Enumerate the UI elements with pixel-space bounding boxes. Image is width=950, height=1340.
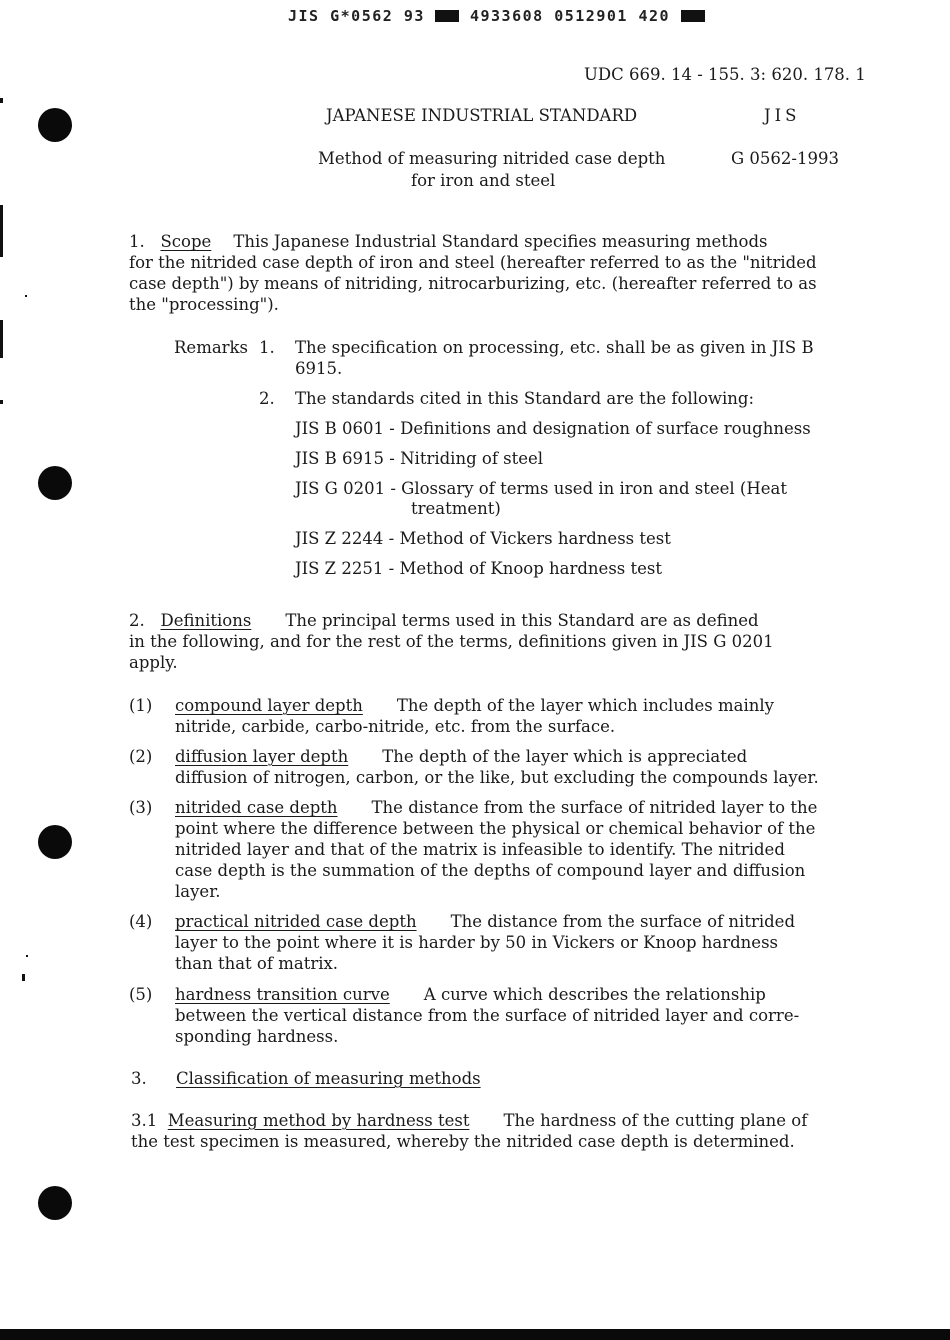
definition-number: (5) (129, 985, 153, 1004)
document-title-line-1: Method of measuring nitrided case depth (318, 149, 666, 168)
scope-section (129, 231, 849, 315)
definition-number: (4) (129, 912, 153, 931)
cited-standard: JIS B 0601 - Definitions and designation of surface roughness (295, 419, 811, 438)
udc-code: UDC 669. 14 - 155. 3: 620. 178. 1 (584, 65, 866, 84)
definitions-heading: Definitions (160, 611, 252, 630)
remark-text: The standards cited in this Standard are the following: (295, 389, 755, 408)
scan-speck (22, 974, 25, 981)
print-code-part2: 4933608 0512901 420 (469, 7, 671, 25)
definition-line: than that of matrix. (175, 954, 339, 973)
definition-text: The depth of the layer which includes mainly (396, 696, 774, 715)
scope-number: 1. (129, 232, 145, 251)
print-block-mark (435, 10, 459, 22)
scope-heading: Scope (160, 232, 212, 251)
cited-standard: JIS Z 2244 - Method of Vickers hardness test (295, 529, 671, 548)
standard-number: G 0562-1993 (731, 149, 839, 168)
scope-first-line (129, 231, 849, 252)
standard-name: JAPANESE INDUSTRIAL STANDARD (326, 106, 638, 125)
definition-term: compound layer depth (175, 696, 363, 715)
subsection-line: the test specimen is measured, whereby the nitrided case depth is determined. (131, 1132, 795, 1151)
subsection-heading: Measuring method by hardness test (167, 1111, 470, 1130)
remark-text: The specification on processing, etc. shall be as given in JIS B (295, 338, 814, 357)
definition-line: layer to the point where it is harder by 50 in Vickers or Knoop hardness (175, 933, 779, 952)
scan-edge-mark (0, 400, 3, 404)
scan-edge-mark (0, 320, 3, 358)
scan-speck (26, 955, 28, 957)
definition-line: diffusion of nitrogen, carbon, or the like, but excluding the compounds layer. (175, 768, 819, 787)
scope-line: case depth") by means of nitriding, nitrocarburizing, etc. (hereafter referred to as (129, 274, 817, 293)
definition-line: point where the difference between the physical or chemical behavior of the (175, 819, 816, 838)
punch-hole (38, 1186, 72, 1220)
definition-term: hardness transition curve (175, 985, 390, 1004)
remark-number: 2. (259, 389, 275, 408)
definition-line: sponding hardness. (175, 1027, 339, 1046)
definitions-line: in the following, and for the rest of the terms, definitions given in JIS G 0201 (129, 632, 774, 651)
scan-edge-mark (0, 205, 3, 257)
scope-line: the "processing"). (129, 295, 279, 314)
remark-number: 1. (259, 338, 275, 357)
definition-line: nitride, carbide, carbo-nitride, etc. from the surface. (175, 717, 616, 736)
cited-standard: JIS G 0201 - Glossary of terms used in iron and steel (Heat (295, 479, 787, 498)
scope-text: This Japanese Industrial Standard specifies measuring methods (233, 232, 768, 251)
cited-standard: JIS Z 2251 - Method of Knoop hardness test (295, 559, 662, 578)
definition-number: (2) (129, 747, 153, 766)
definition-line: layer. (175, 882, 221, 901)
scan-speck (25, 295, 27, 297)
definition-term: practical nitrided case depth (175, 912, 417, 931)
print-block-mark (681, 10, 705, 22)
definition-item (175, 984, 895, 1047)
subsection-3-1 (131, 1110, 851, 1152)
print-code-part1: JIS G*0562 93 (288, 7, 425, 25)
subsection-text: The hardness of the cutting plane of (503, 1111, 808, 1130)
subsection-number: 3.1 (131, 1111, 158, 1130)
definitions-text: The principal terms used in this Standard are as defined (285, 611, 759, 630)
punch-hole (38, 108, 72, 142)
jis-mark: JIS (764, 106, 801, 125)
definition-item (175, 695, 895, 737)
definition-text: The distance from the surface of nitrided (450, 912, 796, 931)
remarks-label: Remarks (174, 338, 249, 357)
definition-number: (3) (129, 798, 153, 817)
definition-item (175, 911, 895, 974)
classification-heading: Classification of measuring methods (176, 1069, 481, 1088)
definitions-first-line (129, 610, 849, 631)
definition-number: (1) (129, 696, 153, 715)
cited-standard: JIS B 6915 - Nitriding of steel (295, 449, 544, 468)
definition-text: A curve which describes the relationship (423, 985, 766, 1004)
scan-edge-mark (0, 98, 3, 103)
punch-hole (38, 466, 72, 500)
definition-item (175, 797, 895, 902)
definition-term: diffusion layer depth (175, 747, 349, 766)
definitions-line: apply. (129, 653, 178, 672)
definition-item (175, 746, 895, 788)
definitions-section (129, 610, 849, 673)
definition-text: The distance from the surface of nitrided layer to the (371, 798, 818, 817)
cited-standard-continuation: treatment) (411, 499, 501, 518)
classification-number: 3. (131, 1069, 147, 1088)
definition-line: between the vertical distance from the surface of nitrided layer and corre- (175, 1006, 800, 1025)
document-title-line-2: for iron and steel (411, 171, 556, 190)
scan-bottom-border (0, 1329, 950, 1340)
punch-hole (38, 825, 72, 859)
document-print-code (288, 7, 705, 25)
definition-line: case depth is the summation of the depths of compound layer and diffusion (175, 861, 806, 880)
definition-text: The depth of the layer which is appreciated (382, 747, 748, 766)
definition-line: nitrided layer and that of the matrix is infeasible to identify. The nitrided (175, 840, 785, 859)
definitions-number: 2. (129, 611, 145, 630)
remark-text: 6915. (295, 359, 343, 378)
scope-line: for the nitrided case depth of iron and steel (hereafter referred to as the "nitrided (129, 253, 817, 272)
definition-term: nitrided case depth (175, 798, 338, 817)
